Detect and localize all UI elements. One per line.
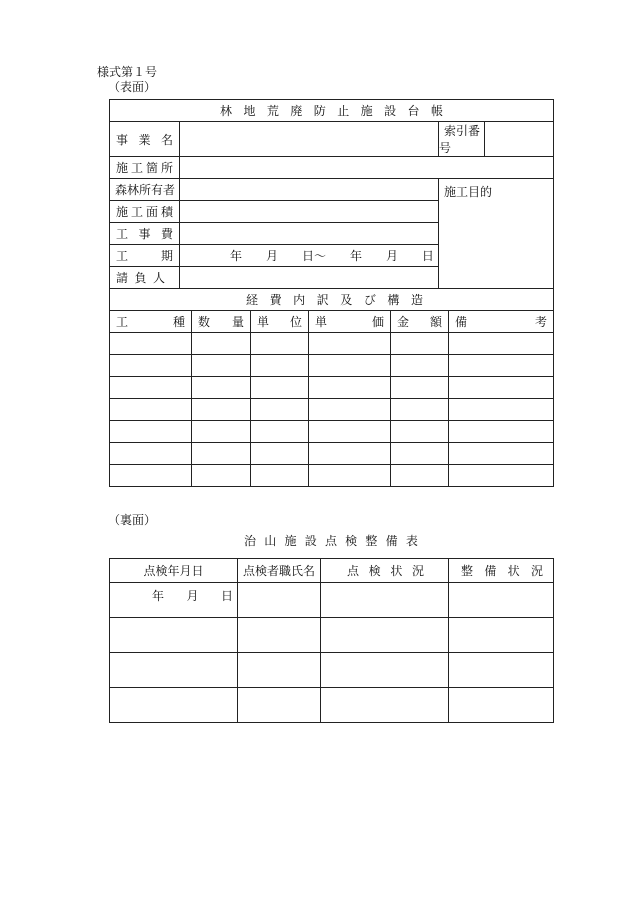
col-unit-price: 単 価 xyxy=(309,311,391,333)
site-field[interactable] xyxy=(180,157,554,179)
business-name-field[interactable] xyxy=(180,122,439,157)
inspection-maintenance-table xyxy=(109,558,554,723)
form-number: 様式第１号 xyxy=(97,65,158,79)
index-number-field[interactable] xyxy=(485,122,554,157)
col-inspection-status: 点 検 状 況 xyxy=(321,559,449,583)
period-field[interactable]: 年 月 日〜 年 月 日 xyxy=(180,245,439,267)
inspection-date-cell[interactable]: 年 月 日 xyxy=(110,583,238,618)
table-row xyxy=(110,583,554,618)
forest-owner-label: 森林所有者 xyxy=(110,179,180,201)
business-name-label: 事 業 名 xyxy=(110,122,180,157)
forest-prevention-ledger-table xyxy=(109,99,554,487)
ledger-title-cell: 林 地 荒 廃 防 止 施 設 台 帳 xyxy=(110,100,554,122)
cost-label: 工 事 費 xyxy=(110,223,180,245)
cost-field[interactable] xyxy=(180,223,439,245)
table-row xyxy=(110,421,554,443)
area-field[interactable] xyxy=(180,201,439,223)
inspection-table-title: 治 山 施 設 点 検 整 備 表 xyxy=(244,534,418,548)
col-amount: 金 額 xyxy=(391,311,449,333)
purpose-cell[interactable] xyxy=(439,179,554,289)
col-inspector-name: 点検者職氏名 xyxy=(238,559,321,583)
site-label: 施 工 箇 所 xyxy=(110,157,180,179)
forest-owner-field[interactable] xyxy=(180,179,439,201)
table-row xyxy=(110,653,554,688)
col-unit: 単 位 xyxy=(251,311,309,333)
col-remarks: 備 考 xyxy=(449,311,554,333)
col-quantity: 数 量 xyxy=(192,311,251,333)
purpose-label: 施工目的 xyxy=(444,185,493,199)
table-row xyxy=(110,443,554,465)
period-label: 工 期 xyxy=(110,245,180,267)
table-row xyxy=(110,355,554,377)
contractor-field[interactable] xyxy=(180,267,439,289)
col-work-type: 工 種 xyxy=(110,311,192,333)
table-row xyxy=(110,465,554,487)
breakdown-title-cell: 経 費 内 訳 及 び 構 造 xyxy=(110,289,554,311)
table-row xyxy=(110,377,554,399)
col-maintenance-status: 整 備 状 況 xyxy=(449,559,554,583)
table-row xyxy=(110,333,554,355)
col-inspection-date: 点検年月日 xyxy=(110,559,238,583)
area-label: 施 工 面 積 xyxy=(110,201,180,223)
index-number-label: 索引番号 xyxy=(439,122,485,157)
contractor-label: 請 負 人 xyxy=(110,267,180,289)
back-side-label: （裏面） xyxy=(108,513,157,527)
front-side-label: （表面） xyxy=(108,80,157,94)
table-row xyxy=(110,399,554,421)
table-row xyxy=(110,688,554,723)
table-row xyxy=(110,618,554,653)
